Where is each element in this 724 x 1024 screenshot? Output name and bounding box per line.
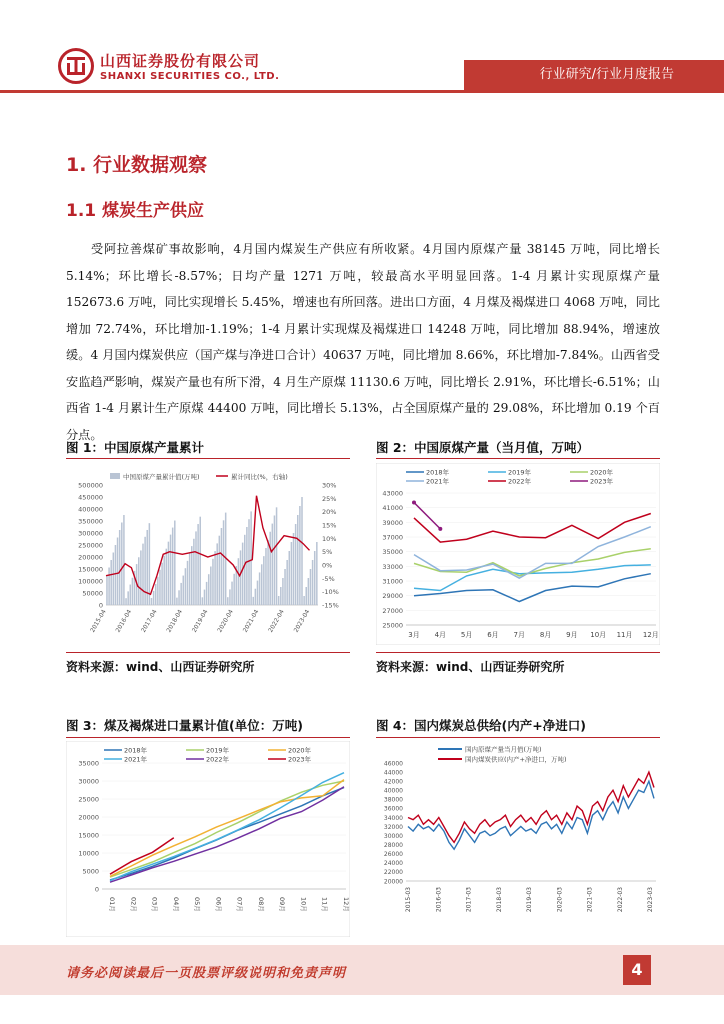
series-line: [408, 781, 654, 849]
bar: [163, 556, 165, 605]
bar: [301, 497, 303, 605]
x-tick-label: 2017-03: [465, 887, 473, 913]
bar: [178, 590, 180, 605]
company-name-cn: 山西证券股份有限公司: [100, 52, 261, 70]
bar: [187, 561, 189, 605]
legend-label: 国内原煤产量当月值(万吨): [465, 745, 542, 754]
x-tick-label: 2023-03: [647, 887, 654, 913]
figure-2-title: 图 2：中国原煤产量（当月值，万吨）: [376, 440, 590, 455]
bar: [284, 569, 286, 605]
y-tick-label: 400000: [78, 505, 103, 514]
y-tick-label: 26000: [383, 851, 403, 859]
bar: [130, 585, 132, 605]
bar: [231, 582, 233, 605]
figure-2-bottom-rule: [376, 652, 660, 653]
y-tick-label: 24000: [383, 860, 403, 868]
y-right-tick-label: 5%: [322, 548, 333, 557]
bar: [110, 560, 112, 605]
bar: [193, 539, 195, 605]
y-tick-label: 500000: [78, 481, 103, 490]
y-right-tick-label: 0%: [322, 561, 333, 570]
bar: [216, 543, 218, 605]
bar: [221, 528, 223, 605]
y-tick-label: 0: [94, 885, 99, 894]
y-tick-label: 5000: [82, 867, 99, 876]
bar: [312, 560, 314, 605]
bar: [206, 582, 208, 605]
data-point: [438, 527, 442, 531]
data-point: [412, 501, 416, 505]
bar: [123, 515, 125, 605]
x-tick-label: 6月: [487, 631, 499, 639]
y-right-tick-label: -10%: [322, 588, 339, 597]
series-line: [414, 514, 651, 543]
x-tick-label: 2017-04: [140, 608, 159, 634]
legend-label: 2020年: [590, 468, 614, 477]
y-right-tick-label: 25%: [322, 494, 337, 503]
y-tick-label: 20000: [78, 813, 99, 822]
bar: [174, 521, 176, 605]
bar: [259, 572, 261, 605]
bar: [117, 538, 119, 606]
bar: [157, 577, 159, 605]
y-tick-label: 15000: [78, 831, 99, 840]
bar: [286, 560, 288, 605]
x-tick-label: 2018-04: [165, 608, 185, 634]
bar: [204, 590, 206, 605]
y-right-tick-label: 30%: [322, 481, 337, 490]
bar: [208, 574, 210, 605]
series-line: [414, 574, 651, 602]
figure-2-source: 资料来源：wind、山西证券研究所: [376, 660, 565, 674]
y-tick-label: 42000: [383, 778, 403, 786]
bar: [297, 515, 299, 605]
bar: [248, 519, 250, 605]
bar: [269, 532, 271, 605]
y-tick-label: 100000: [78, 577, 103, 586]
x-tick-label: 4月: [434, 631, 447, 639]
x-tick-label: 2021-04: [241, 608, 261, 634]
bar: [166, 549, 168, 605]
x-tick-label: 2015-04: [89, 608, 108, 634]
series-line: [414, 565, 651, 591]
bar: [242, 543, 244, 605]
bar: [191, 546, 193, 605]
y-tick-label: 300000: [78, 529, 103, 538]
bar: [244, 535, 246, 605]
x-tick-label: 12月: [642, 631, 659, 639]
x-tick-label: 2019-03: [526, 887, 533, 913]
bar: [263, 556, 265, 605]
x-tick-label: 7月: [513, 631, 525, 639]
x-tick-label: 10月: [299, 897, 308, 912]
bar: [274, 515, 276, 605]
legend-label: 2021年: [426, 477, 450, 486]
bar: [308, 578, 310, 605]
bar: [257, 581, 259, 605]
x-tick-label: 09月: [278, 897, 287, 912]
bar: [255, 589, 257, 605]
bar: [238, 558, 240, 605]
bar: [155, 584, 157, 605]
y-tick-label: 39000: [382, 518, 403, 527]
figure-1-source: 资料来源：wind、山西证券研究所: [66, 660, 255, 674]
legend-label: 2022年: [508, 477, 532, 486]
x-tick-label: 04月: [171, 897, 180, 912]
bar: [289, 551, 291, 605]
bar: [132, 578, 134, 605]
x-tick-label: 2021-03: [586, 887, 594, 913]
bar: [149, 523, 151, 605]
y-right-tick-label: -15%: [322, 601, 339, 610]
bar: [219, 536, 221, 605]
bar: [142, 544, 144, 605]
x-tick-label: 11月: [616, 631, 633, 639]
bar: [214, 551, 216, 605]
legend-label: 国内煤炭供应(内产+净进口，万吨): [465, 755, 567, 764]
y-tick-label: 33000: [382, 562, 403, 571]
header-divider: [0, 90, 724, 93]
bar: [240, 550, 242, 605]
figure-1-bottom-rule: [66, 652, 350, 653]
legend-label: 累计同比(%，右轴): [231, 473, 288, 481]
y-tick-label: 150000: [78, 565, 103, 574]
x-tick-label: 03月: [150, 897, 159, 912]
bar: [202, 597, 204, 605]
x-tick-label: 2016-04: [114, 608, 134, 634]
x-tick-label: 02月: [129, 897, 138, 912]
legend-label: 2020年: [288, 746, 312, 755]
x-tick-label: 2022-03: [616, 887, 624, 913]
bar: [310, 569, 312, 605]
figure-4-title: 图 4：国内煤炭总供给(内产+净进口): [376, 718, 586, 733]
legend-label: 2021年: [124, 755, 148, 764]
y-tick-label: 20000: [383, 878, 403, 886]
x-tick-label: 07月: [235, 897, 244, 912]
bar: [108, 568, 110, 606]
bar: [115, 545, 117, 605]
series-line: [414, 549, 651, 576]
bar: [299, 506, 301, 605]
section-title: 1. 行业数据观察: [66, 154, 208, 176]
company-name-en: SHANXI SECURITIES CO., LTD.: [100, 71, 280, 82]
bar: [121, 523, 123, 606]
legend-label: 2019年: [206, 746, 230, 755]
bar: [267, 540, 269, 605]
y-tick-label: 44000: [383, 769, 403, 777]
y-tick-label: 250000: [78, 541, 103, 550]
figure-4-rule: [376, 737, 660, 738]
bar: [172, 528, 174, 605]
bar: [106, 575, 108, 605]
y-tick-label: 28000: [383, 841, 403, 849]
body-paragraph: 受阿拉善煤矿事故影响，4月国内煤炭生产供应有所收紧。4月国内原煤产量 38145 万吨，同比增长 5.14%；环比增长-8.57%；日均产量 1271 万吨，较最高水平明显回落。1-4 月累计实现原煤产量 152673.6 万吨，同比实现增长 5.45%，增速也有所回落。进出口方面，4 月煤及褐煤进口 4068 万吨，同比增加 72.74%，环比增加-1.19%；1-4 月累计实现煤及褐煤进口 14248 万吨，同比增加 88.94%，增速放缓。4 月国内煤炭供应（国产煤与净进口合计）40637 万吨，同比增加 8.66%，环比增加-7.84%。山西省受安监趋严影响，煤炭产量也有所下滑，4 月生产原煤 11130.6 万吨，同比增长 2.91%，环比增长-6.51%；山西省 1-4 月累计生产原煤 44400 万吨，同比增长 5.13%，占全国原煤产量的 29.08%，环比增加 0.19 个百分点。: [66, 242, 660, 442]
x-tick-label: 2018-03: [495, 887, 503, 913]
x-tick-label: 2022-04: [267, 608, 286, 634]
bar: [144, 537, 146, 605]
series-line: [414, 503, 440, 529]
bar: [138, 557, 140, 605]
legend-label: 2022年: [206, 755, 230, 764]
legend-label: 2018年: [426, 468, 450, 477]
y-tick-label: 32000: [383, 823, 403, 831]
y-tick-label: 22000: [383, 869, 403, 877]
bar: [176, 598, 178, 605]
x-tick-label: 11月: [320, 897, 329, 912]
x-tick-label: 08月: [256, 897, 265, 912]
x-tick-label: 2020-04: [216, 608, 235, 634]
bar: [278, 596, 280, 605]
bar: [261, 564, 263, 605]
figure-3-title: 图 3：煤及褐煤进口量累计值(单位：万吨): [66, 718, 303, 733]
x-tick-label: 3月: [408, 631, 420, 639]
bar: [125, 598, 127, 605]
y-tick-label: 10000: [78, 849, 99, 858]
y-tick-label: 43000: [382, 489, 403, 498]
legend-swatch: [110, 473, 120, 479]
figure-1-title: 图 1：中国原煤产量累计: [66, 440, 205, 455]
bar: [314, 551, 316, 605]
legend-label: 2023年: [590, 477, 614, 486]
y-tick-label: 200000: [78, 553, 103, 562]
y-tick-label: 31000: [382, 577, 403, 586]
bar: [276, 507, 278, 605]
bar: [180, 583, 182, 605]
bar: [140, 550, 142, 605]
y-tick-label: 37000: [382, 533, 403, 542]
x-tick-label: 2023-04: [292, 608, 312, 634]
x-tick-label: 2016-03: [435, 887, 443, 913]
bar: [195, 531, 197, 605]
x-tick-label: 05月: [193, 897, 202, 912]
company-logo-icon: [58, 48, 94, 84]
y-tick-label: 0: [98, 601, 103, 610]
bar: [151, 598, 153, 605]
bar: [282, 578, 284, 605]
x-tick-label: 12月: [342, 897, 350, 912]
bar: [185, 568, 187, 605]
bar: [280, 587, 282, 605]
series-line: [414, 527, 651, 578]
bar: [197, 524, 199, 605]
bar: [233, 574, 235, 605]
x-tick-label: 10月: [590, 631, 607, 639]
y-tick-label: 35000: [78, 759, 99, 768]
bar: [212, 559, 214, 605]
report-type-label: 行业研究/行业月度报告: [464, 60, 724, 90]
x-tick-label: 9月: [566, 631, 578, 639]
figure-1-rule: [66, 458, 350, 459]
y-right-tick-label: -5%: [322, 574, 335, 583]
y-tick-label: 25000: [78, 795, 99, 804]
y-tick-label: 30000: [383, 832, 403, 840]
chart-monthly-output: [376, 463, 660, 645]
x-tick-label: 2020-03: [556, 887, 564, 913]
x-tick-label: 8月: [539, 631, 552, 639]
bar: [229, 589, 231, 605]
legend-label: 中国原煤产量累计值(万吨): [123, 473, 200, 481]
x-tick-label: 5月: [460, 631, 473, 639]
bar: [210, 567, 212, 606]
bar: [113, 553, 115, 606]
y-tick-label: 40000: [383, 787, 403, 795]
bar: [316, 542, 318, 605]
bar: [291, 542, 293, 605]
y-tick-label: 36000: [383, 805, 403, 813]
subsection-title: 1.1 煤炭生产供应: [66, 201, 205, 221]
bar: [265, 548, 267, 605]
bar: [168, 542, 170, 605]
bar: [127, 591, 129, 605]
y-tick-label: 50000: [82, 589, 103, 598]
x-tick-label: 06月: [214, 897, 223, 912]
y-tick-label: 46000: [383, 760, 403, 768]
y-tick-label: 30000: [78, 777, 99, 786]
bar: [295, 524, 297, 605]
bar: [199, 517, 201, 605]
y-tick-label: 27000: [382, 606, 403, 615]
bar: [252, 597, 254, 605]
bar: [303, 596, 305, 605]
chart-import-cumulative: [66, 741, 350, 937]
y-right-tick-label: 15%: [322, 521, 337, 530]
page-number: 4: [623, 955, 651, 985]
bar: [170, 535, 172, 605]
bar: [119, 530, 121, 605]
series-line: [110, 781, 344, 877]
y-right-tick-label: 10%: [322, 534, 337, 543]
y-tick-label: 38000: [383, 796, 403, 804]
y-tick-label: 34000: [383, 814, 403, 822]
y-right-tick-label: 20%: [322, 508, 337, 517]
figure-2-rule: [376, 458, 660, 459]
y-tick-label: 350000: [78, 517, 103, 526]
bar: [161, 563, 163, 605]
y-tick-label: 450000: [78, 493, 103, 502]
bar: [153, 591, 155, 605]
bar: [272, 524, 274, 605]
bar: [223, 520, 225, 605]
footer-disclaimer: 请务必阅读最后一页股票评级说明和免责声明: [66, 966, 347, 981]
bar: [189, 553, 191, 605]
y-tick-label: 35000: [382, 548, 403, 557]
y-tick-label: 29000: [382, 592, 403, 601]
chart-total-supply: [376, 741, 660, 937]
y-tick-label: 41000: [382, 504, 403, 513]
legend-label: 2019年: [508, 468, 532, 477]
x-tick-label: 2019-04: [190, 608, 210, 634]
bar: [183, 576, 185, 605]
x-tick-label: 2015-03: [405, 887, 412, 913]
bar: [246, 527, 248, 605]
figure-3-rule: [66, 737, 350, 738]
bar: [305, 587, 307, 605]
legend-label: 2023年: [288, 755, 312, 764]
bar: [250, 511, 252, 605]
bar: [293, 533, 295, 605]
chart-cumulative-output: [66, 463, 350, 645]
page-header: [0, 0, 724, 95]
y-tick-label: 25000: [382, 621, 403, 630]
bar: [159, 570, 161, 605]
x-tick-label: 01月: [108, 897, 116, 912]
legend-label: 2018年: [124, 746, 148, 755]
bar: [227, 597, 229, 605]
